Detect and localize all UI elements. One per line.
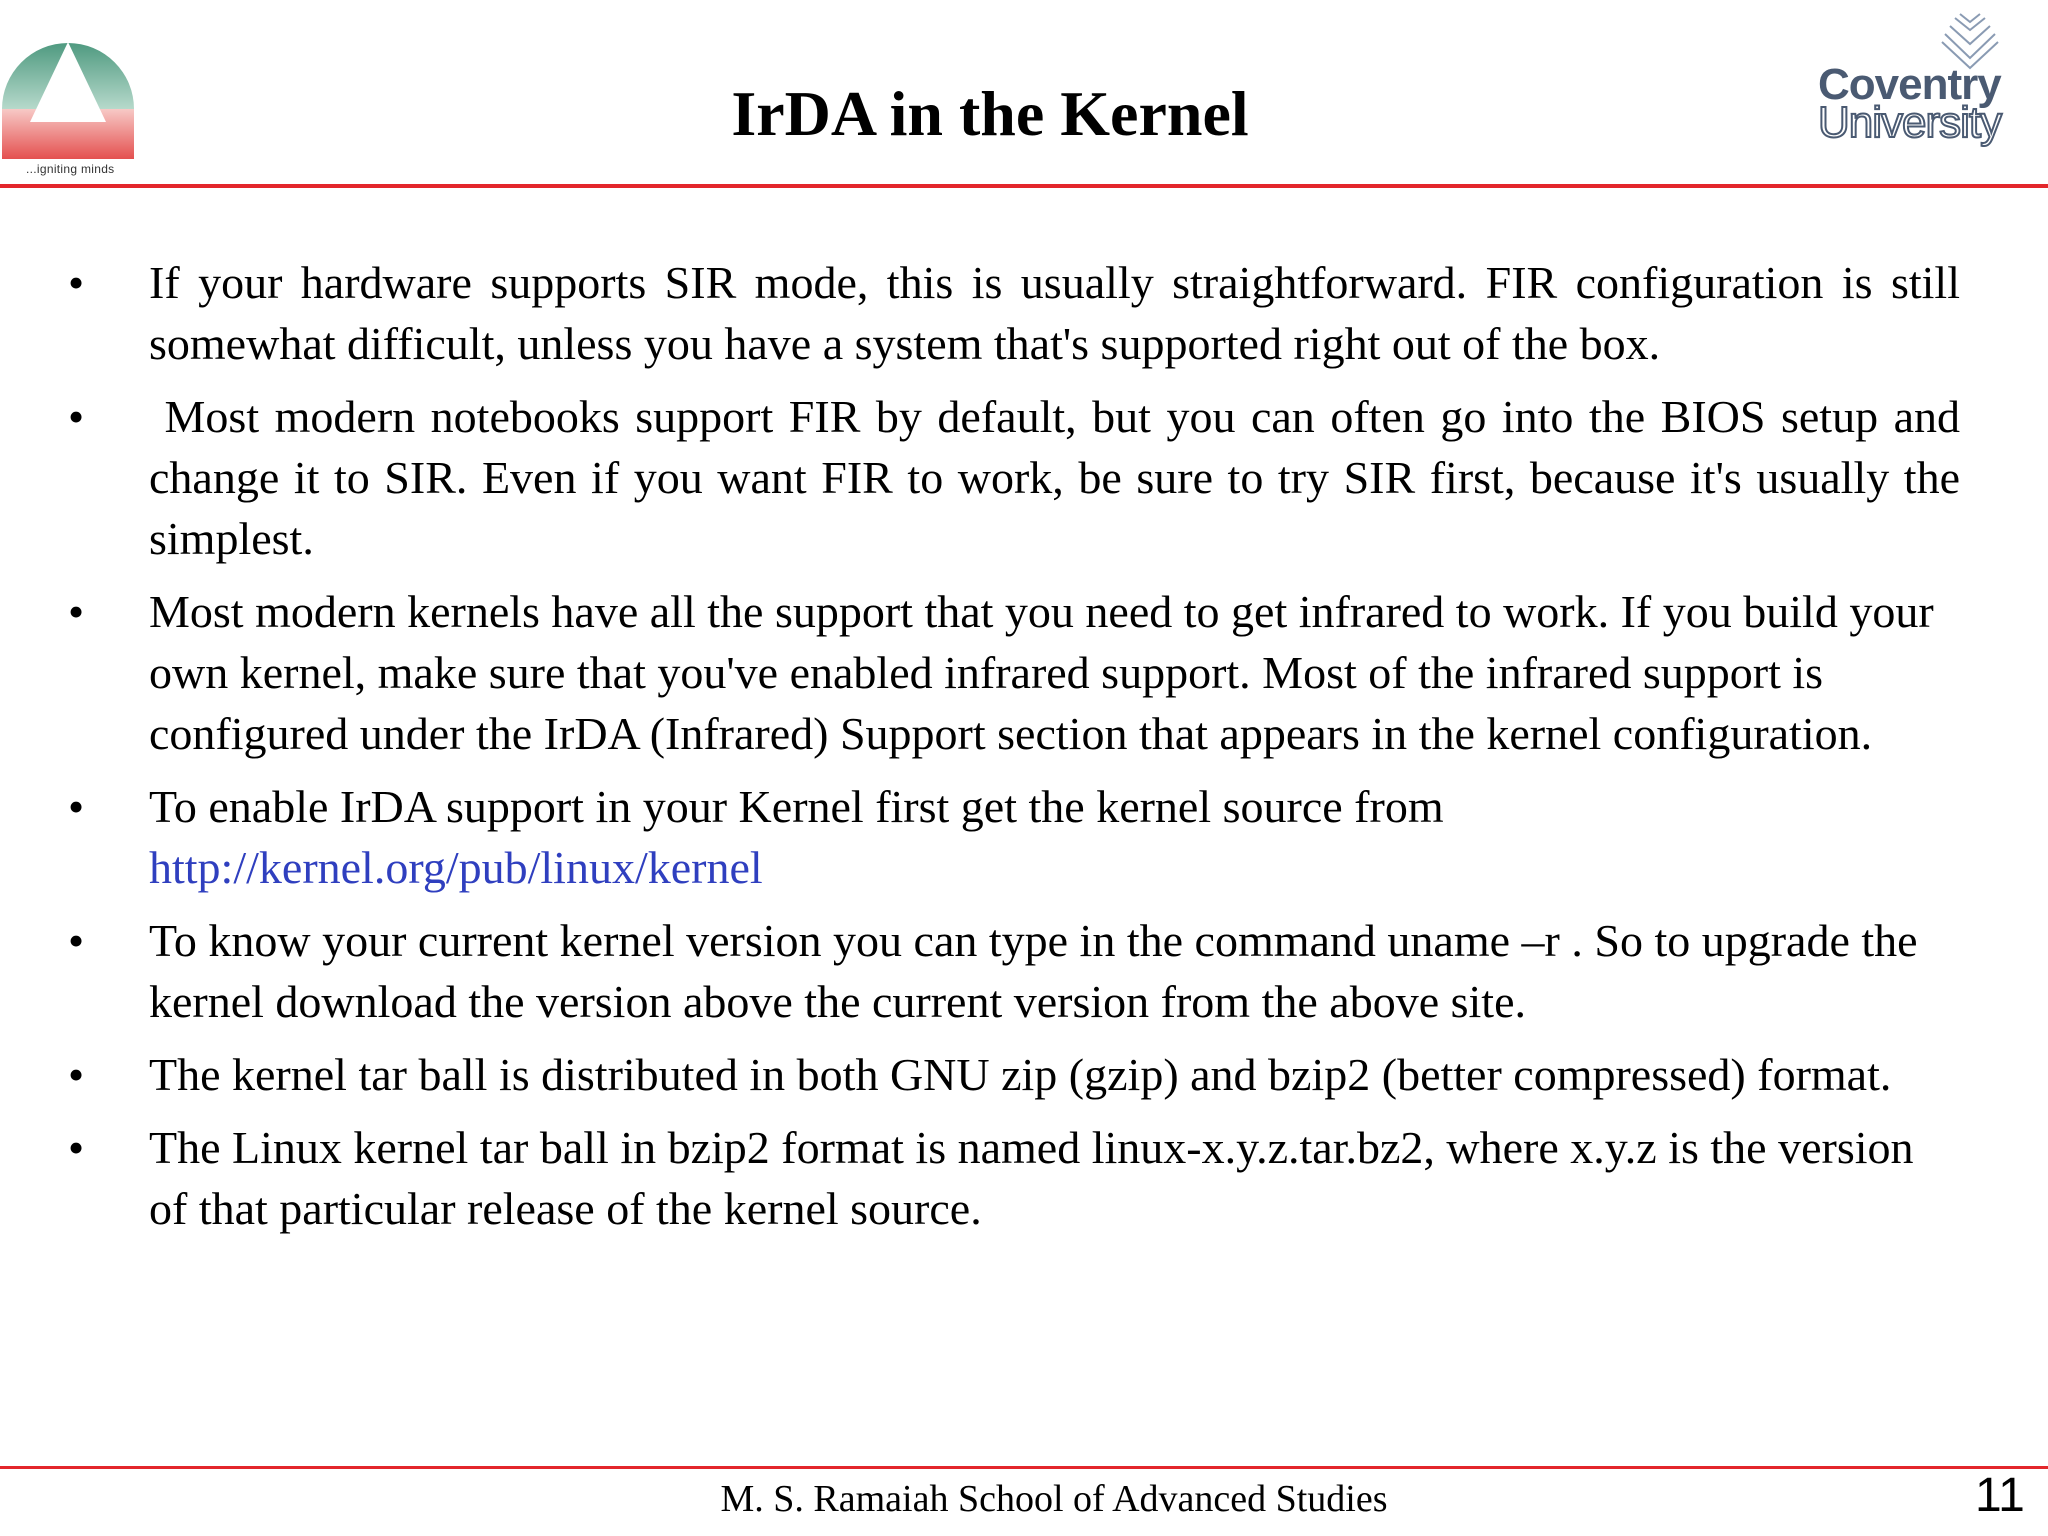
- bullet-text: The kernel tar ball is distributed in both GNU zip (gzip) and bzip2 (better compressed) format.: [149, 1049, 1892, 1100]
- bullet-text: Most modern kernels have all the support that you need to get infrared to work. If you build your own kernel, make sure that you've enabled infrared support. Most of the infrared support is configured under the IrDA (Infrared) Support section that appears in the kernel configuration.: [149, 586, 1934, 759]
- bullet-item: [0, 910, 2048, 1032]
- bullet-marker: •: [68, 915, 85, 966]
- bullet-item: [0, 252, 2048, 374]
- coventry-wordmark-line2: University: [1818, 98, 2002, 147]
- bullet-marker: •: [68, 391, 85, 442]
- bullet-marker: •: [68, 586, 85, 637]
- bullet-marker: •: [68, 257, 85, 308]
- bullet-text: To know your current kernel version you can type in the command uname –r . So to upgrade the kernel download the version above the current version from the above site.: [149, 915, 1918, 1027]
- bullet-list: [0, 252, 2048, 1251]
- bullet-item: [0, 1117, 2048, 1239]
- bullet-item: [0, 1044, 2048, 1105]
- coventry-wordmark-line1: Coventry: [1818, 60, 2001, 109]
- bullet-text: If your hardware supports SIR mode, this is usually straightforward. FIR configuration is still somewhat difficult, unless you have a system that's supported right out of the box.: [149, 257, 1960, 369]
- bullet-text: Most modern notebooks support FIR by default, but you can often go into the BIOS setup and change it to SIR. Even if you want FIR to work, be sure to try SIR first, because it's usually the simplest.: [149, 391, 1972, 564]
- logo-caption: ...igniting minds: [26, 162, 115, 176]
- bullet-item: [0, 776, 2048, 898]
- bullet-text: The Linux kernel tar ball in bzip2 format is named linux-x.y.z.tar.bz2, where x.y.z is the version of that particular release of the kernel source.: [149, 1122, 1914, 1234]
- bullet-text: [149, 776, 1960, 898]
- page-title: IrDA in the Kernel: [731, 78, 1249, 149]
- bullet-text-intro: To enable IrDA support in your Kernel first get the kernel source from: [149, 781, 1444, 832]
- footer-institution: M. S. Ramaiah School of Advanced Studies: [720, 1478, 1388, 1520]
- coventry-wordmark: [1818, 60, 2002, 147]
- footer-divider: [0, 1466, 2048, 1469]
- bullet-marker: •: [68, 1122, 85, 1173]
- page-number: 11: [1975, 1469, 2025, 1522]
- bullet-item: [0, 386, 2048, 569]
- header-divider: [0, 184, 2048, 188]
- bullet-marker: •: [68, 1049, 85, 1100]
- kernel-source-link[interactable]: http://kernel.org/pub/linux/kernel: [149, 842, 763, 893]
- bullet-marker: •: [68, 781, 85, 832]
- bullet-item: [0, 581, 2048, 764]
